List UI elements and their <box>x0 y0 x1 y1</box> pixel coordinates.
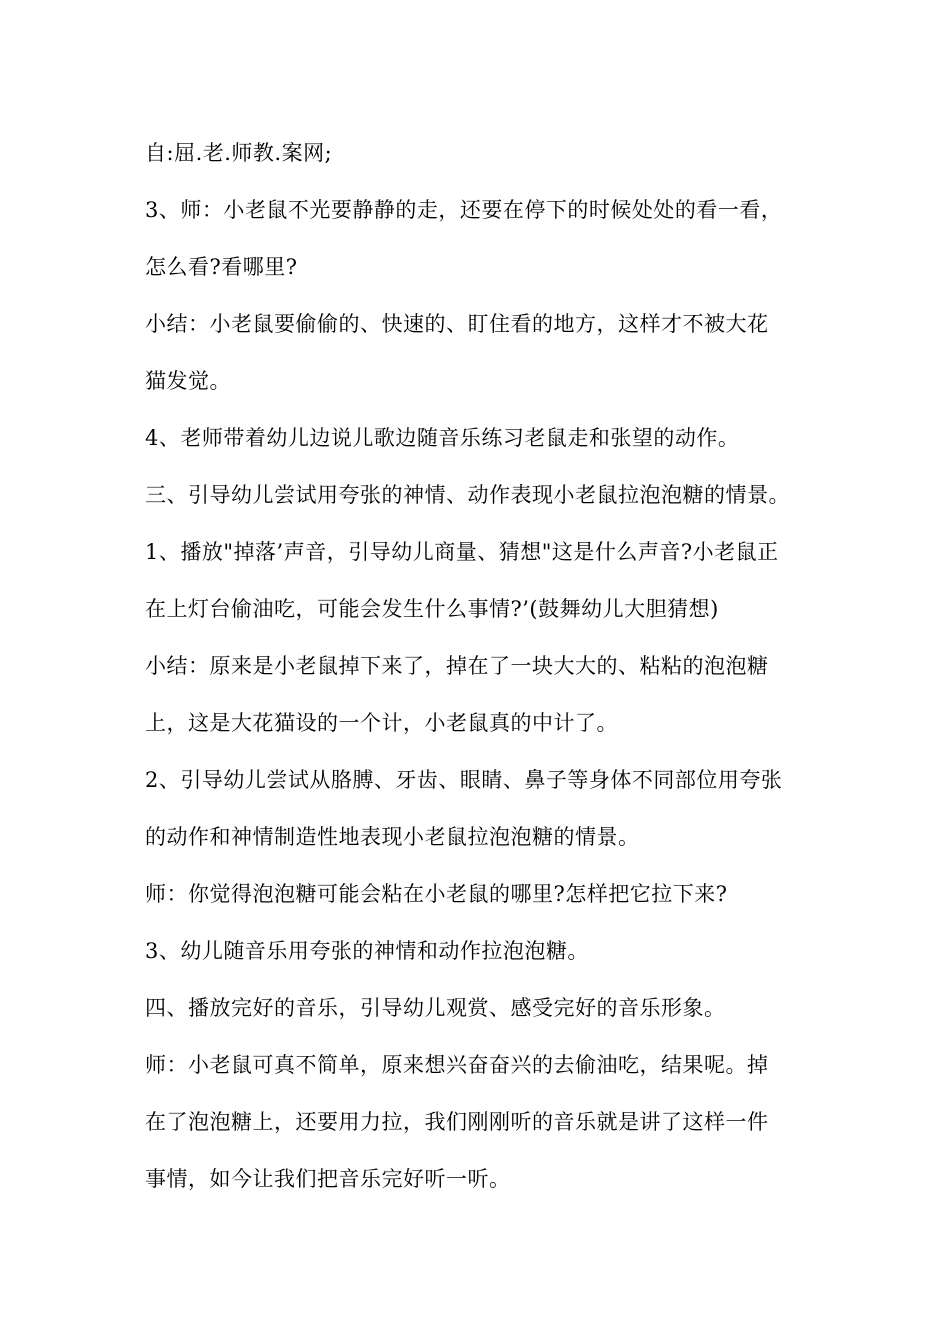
text-line: 1、播放"掉落’声音，引导幼儿商量、猜想"这是什么声音?小老鼠正 <box>145 540 779 564</box>
section-heading: 四、播放完好的音乐，引导幼儿观赏、感受完好的音乐形象。 <box>145 996 726 1020</box>
text-line: 小结：小老鼠要偷偷的、快速的、盯住看的地方，这样才不被大花 <box>145 312 769 336</box>
text-line: 3、幼儿随音乐用夸张的神情和动作拉泡泡糖。 <box>145 939 589 963</box>
text-line: 在了泡泡糖上，还要用力拉，我们刚刚听的音乐就是讲了这样一件 <box>145 1110 769 1134</box>
text-line: 的动作和神情制造性地表现小老鼠拉泡泡糖的情景。 <box>145 825 640 849</box>
text-line: 事情，如今让我们把音乐完好听一听。 <box>145 1167 511 1191</box>
text-line: 在上灯台偷油吃，可能会发生什么事情?’(鼓舞幼儿大胆猜想) <box>145 597 719 621</box>
text-line: 4、老师带着幼儿边说儿歌边随音乐练习老鼠走和张望的动作。 <box>145 426 740 450</box>
text-line: 上，这是大花猫设的一个计，小老鼠真的中计了。 <box>145 711 618 735</box>
text-line: 3、师：小老鼠不光要静静的走，还要在停下的时候处处的看一看， <box>145 198 783 222</box>
text-line: 师：你觉得泡泡糖可能会粘在小老鼠的哪里?怎样把它拉下来? <box>145 882 728 906</box>
text-line: 自:屈.老.师教.案网; <box>145 141 333 165</box>
text-line: 小结：原来是小老鼠掉下来了，掉在了一块大大的、粘粘的泡泡糖 <box>145 654 769 678</box>
section-heading: 三、引导幼儿尝试用夸张的神情、动作表现小老鼠拉泡泡糖的情景。 <box>145 483 790 507</box>
text-line: 猫发觉。 <box>145 369 231 393</box>
text-line: 师：小老鼠可真不简单，原来想兴奋奋兴的去偷油吃，结果呢。掉 <box>145 1053 769 1077</box>
text-line: 怎么看?看哪里? <box>145 255 298 279</box>
text-line: 2、引导幼儿尝试从胳膊、牙齿、眼睛、鼻子等身体不同部位用夸张 <box>145 768 783 792</box>
